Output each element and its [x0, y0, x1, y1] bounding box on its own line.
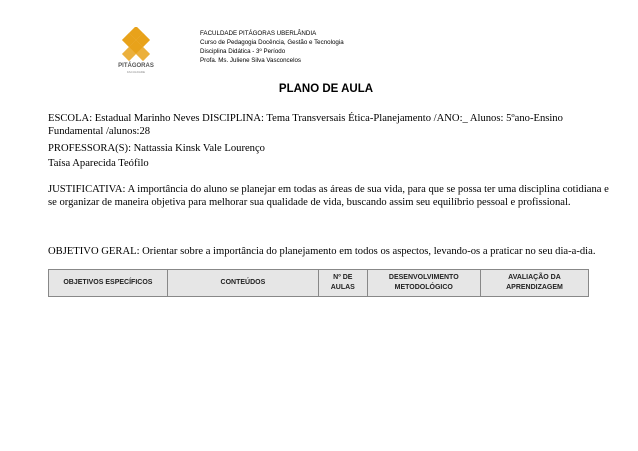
escola-line-1: ESCOLA: Estadual Marinho Neves DISCIPLINA: Tema Transversais Ética-Planejamento /ANO:_ Alunos: 5ºano-Ensino: [48, 113, 563, 124]
header-avaliacao-line-2: APRENDIZAGEM: [506, 284, 563, 291]
header-desenvolvimento-line-2: METODOLÓGICO: [394, 284, 453, 291]
institution-name: FACULDADE PITÁGORAS UBERLÂNDIA: [200, 30, 317, 37]
professora-line: PROFESSORA(S): Nattassia Kinsk Vale Lourenço: [48, 143, 265, 154]
header-objetivos-especificos: OBJETIVOS ESPECÍFICOS: [49, 270, 168, 297]
header-conteudos: CONTEÚDOS: [167, 270, 318, 297]
pitagoras-logo-icon: [116, 27, 158, 75]
header-numero-aulas-line-2: AULAS: [330, 284, 355, 291]
header-avaliacao-line-1: AVALIAÇÃO DA: [508, 274, 561, 281]
course-name: Curso de Pedagogia Docência, Gestão e Tecnologia: [200, 38, 344, 46]
header-desenvolvimento-line-1: DESENVOLVIMENTO: [388, 274, 459, 281]
justificativa-section: [48, 183, 608, 210]
objetivo-geral: OBJETIVO GERAL: Orientar sobre a importância do planejamento em todos os aspectos, levando-os a praticar no seu dia-a-dia.: [48, 246, 596, 257]
header-desenvolvimento: [367, 270, 480, 297]
pitagoras-logo: [116, 27, 158, 75]
plan-table: [48, 269, 589, 297]
taisa-line: Taísa Aparecida Teófilo: [48, 158, 149, 169]
logo-subtext: FACULDADE: [126, 70, 146, 74]
header-numero-aulas: [318, 270, 367, 297]
justificativa-line-2: se organizar de maneira objetiva para melhorar sua qualidade de vida, buscando assim seu equilíbrio pessoal e profissional.: [48, 197, 571, 209]
logo-wordmark: PITÁGORAS: [118, 63, 154, 69]
discipline-name: Disciplina Didática - 3º Período: [200, 47, 286, 55]
professor-name: Profa. Ms. Juliene Silva Vasconcelos: [200, 56, 301, 64]
page-title: PLANO DE AULA: [278, 83, 374, 95]
institution-header: [200, 30, 344, 66]
table-header-row: [49, 270, 589, 297]
justificativa-line-1: JUSTIFICATIVA: A importância do aluno se planejar em todas as áreas de sua vida, para que se possa ter uma disciplina cotidiana e: [48, 184, 609, 195]
escola-section: [48, 112, 608, 139]
header-numero-aulas-line-1: Nº DE: [333, 274, 353, 281]
escola-line-2: Fundamental /alunos:28: [48, 126, 151, 138]
header-avaliacao: [480, 270, 588, 297]
